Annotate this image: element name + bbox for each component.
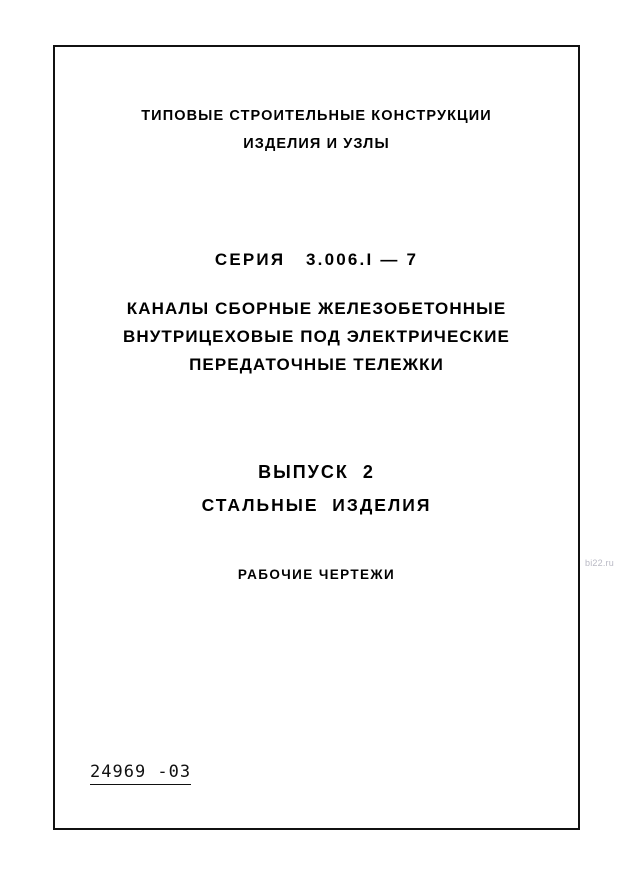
header-line-1: ТИПОВЫЕ СТРОИТЕЛЬНЫЕ КОНСТРУКЦИИ <box>141 108 492 124</box>
page-border-frame <box>53 45 580 830</box>
title-line-3: ПЕРЕДАТОЧНЫЕ ТЕЛЕЖКИ <box>189 355 444 374</box>
archive-stamp: 24969 -03 <box>90 762 191 785</box>
title-line-1: КАНАЛЫ СБОРНЫЕ ЖЕЛЕЗОБЕТОННЫЕ <box>126 299 507 318</box>
issue-block <box>55 456 578 522</box>
watermark-text: bi22.ru <box>585 558 614 568</box>
header-line-2: ИЗДЕЛИЯ И УЗЛЫ <box>243 136 390 152</box>
header-block <box>55 102 578 158</box>
title-line-2: ВНУТРИЦЕХОВЫЕ ПОД ЭЛЕКТРИЧЕСКИЕ <box>122 327 511 346</box>
series-block <box>55 245 578 275</box>
issue-subtitle: СТАЛЬНЫЕ ИЗДЕЛИЯ <box>201 495 432 515</box>
cover-content <box>55 47 578 828</box>
issue-number: ВЫПУСК 2 <box>258 462 375 482</box>
title-block <box>55 295 578 379</box>
drawings-block <box>55 567 578 582</box>
series-label: СЕРИЯ 3.006.I — 7 <box>214 250 419 269</box>
drawings-label: РАБОЧИЕ ЧЕРТЕЖИ <box>237 567 396 582</box>
